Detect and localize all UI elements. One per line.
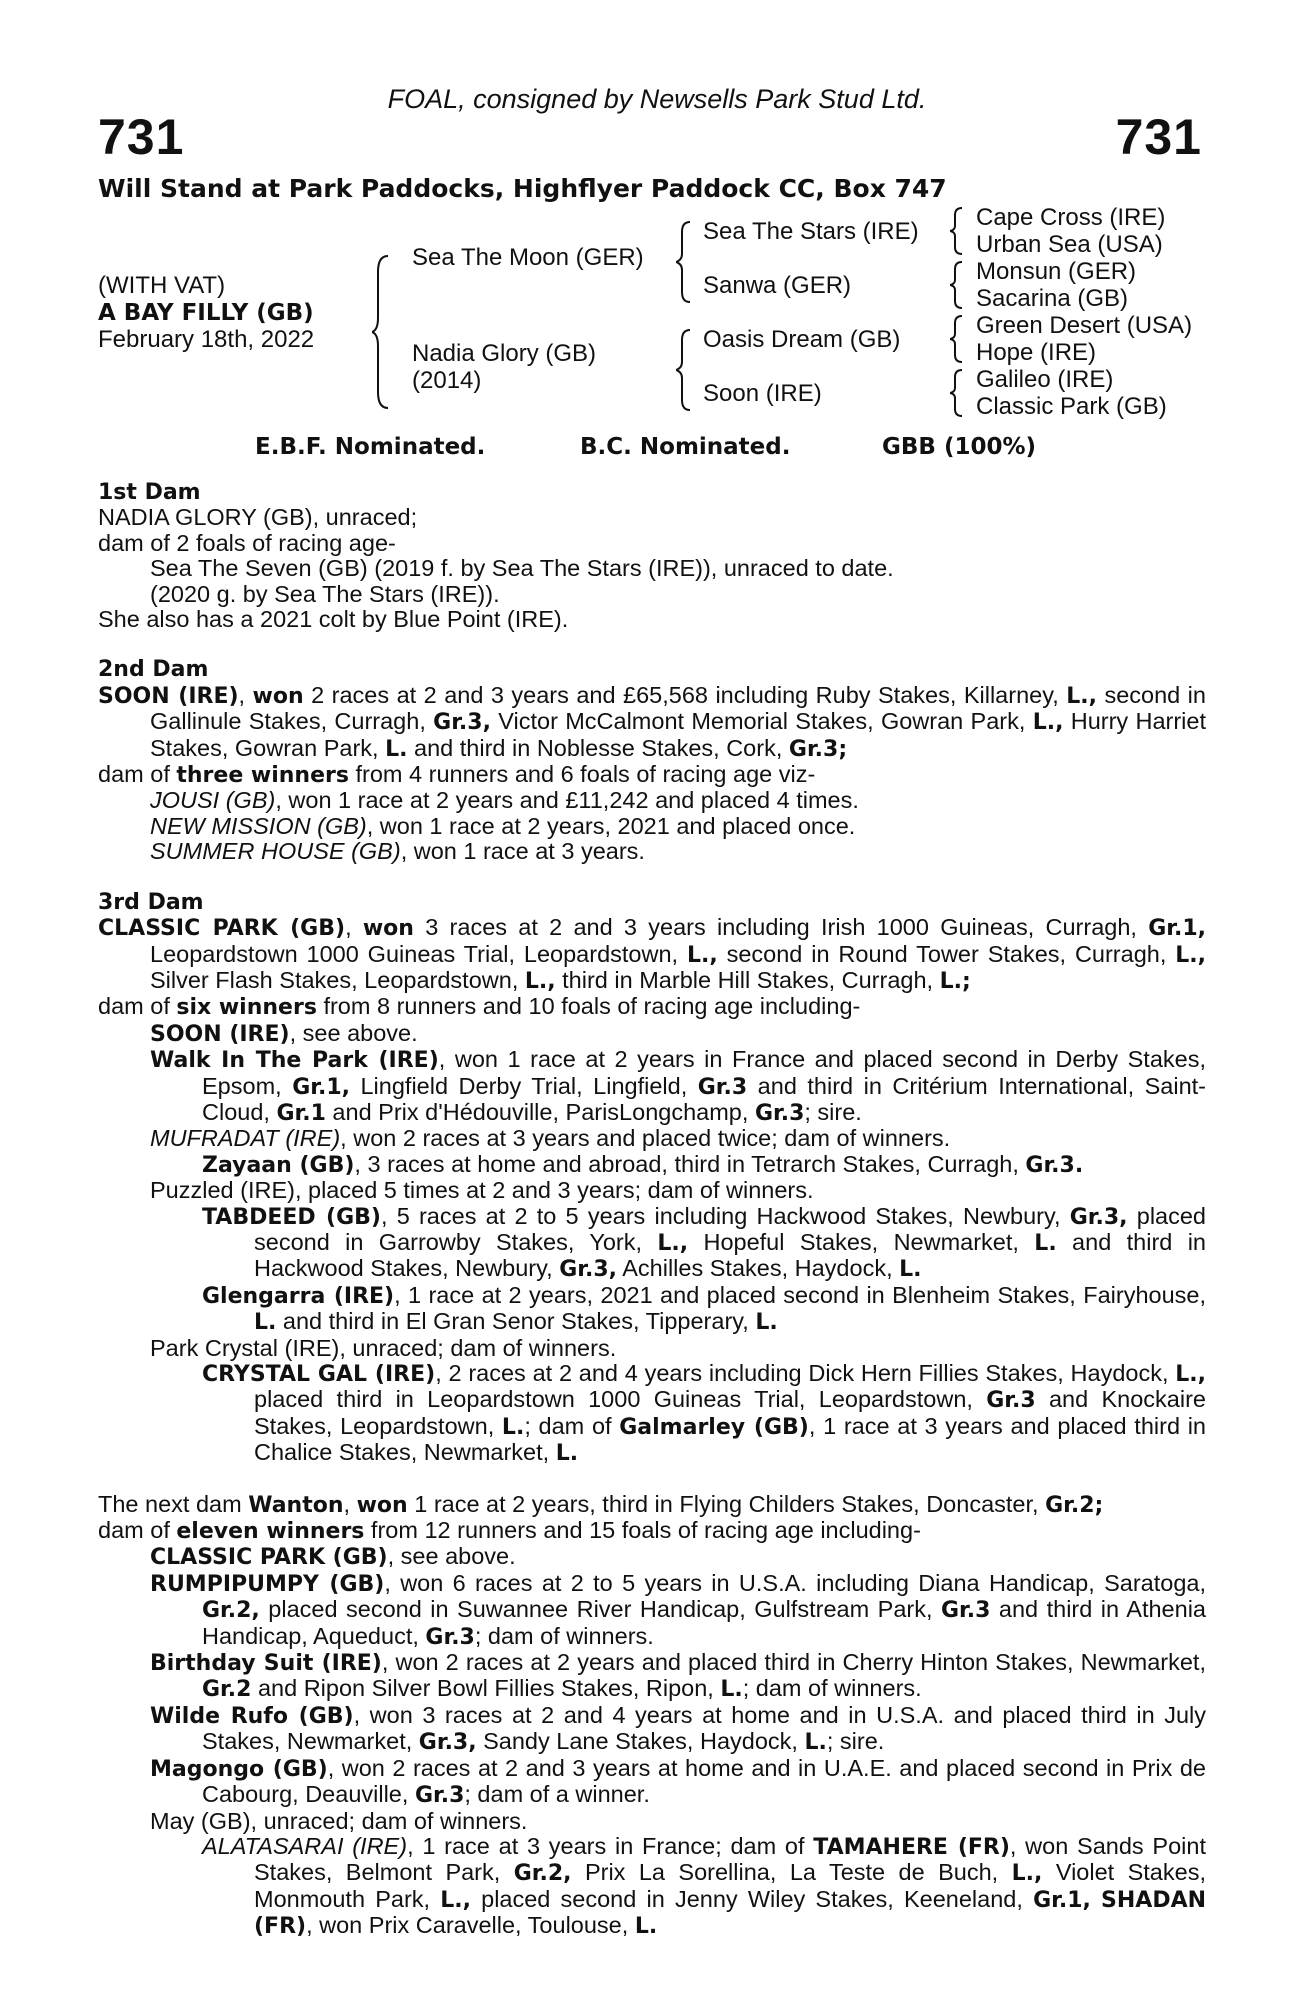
dam-year: (2014) [412,367,482,394]
brace-g3 [950,314,966,364]
vat-label: (WITH VAT) [98,272,226,299]
g-cape-cross: Cape Cross (IRE) [976,204,1166,231]
produce-new-mission: NEW MISSION (GB), won 1 race at 2 years, 2021 and placed once. [150,812,856,839]
produce-classic-park: CLASSIC PARK (GB), see above. [150,1543,516,1571]
produce-magongo: Magongo (GB), won 2 races at 2 and 3 years at home and in U.A.E. and placed second in Prix de Cabourg, Deauville, Gr.3; dam of a winner. [150,1754,1206,1809]
first-dam-line: She also has a 2021 colt by Blue Point (IRE). [98,606,569,633]
produce-birthday-suit: Birthday Suit (IRE), won 2 races at 2 years and placed third in Cherry Hinton Stakes, Newmarket, Gr.2 and Ripon Silver Bowl Fillies Stakes, Ripon, L.; dam of winners. [150,1649,1206,1703]
g-galileo: Galileo (IRE) [976,366,1114,393]
produce-rumpipumpy: RUMPIPUMPY (GB), won 6 races at 2 to 5 years in U.S.A. including Diana Handicap, Saratoga, Gr.2, placed second in Suwannee River Handicap, Gulfstream Park, Gr.3 and third in Athenia Handicap, Aqueduct, Gr.3; dam of winners. [150,1569,1206,1650]
sire-sire: Sea The Stars (IRE) [703,218,919,245]
produce-glengarra: Glengarra (IRE), 1 race at 2 years, 2021 and placed second in Blenheim Stakes, Fairyhouse, L. and third in El Gran Senor Stakes, Tipperary, L. [202,1281,1207,1336]
second-dam-section [98,657,1206,864]
dam-name: Nadia Glory (GB) [412,340,597,367]
produce-zayaan: Zayaan (GB), 3 races at home and abroad, third in Tetrarch Stakes, Curragh, Gr.3. [202,1150,1084,1178]
produce-summer-house: SUMMER HOUSE (GB), won 1 race at 3 years. [150,838,645,865]
second-dam-produce: dam of three winners from 4 runners and 6 foals of racing age viz- [98,761,816,789]
brace-g4 [950,368,966,418]
g-classic-park: Classic Park (GB) [976,393,1167,420]
produce-soon: SOON (IRE), see above. [150,1019,418,1047]
g-sacarina: Sacarina (GB) [976,285,1129,312]
produce-walk-in-the-park: Walk In The Park (IRE), won 1 race at 2 years in France and placed second in Derby Stakes, Epsom, Gr.1, Lingfield Derby Trial, Lingfield, Gr.3 and third in Critérium International, Saint-Cloud, Gr.1 and Prix d'Hédouville, ParisLongchamp, Gr.3; sire. [150,1046,1207,1126]
soon-entry: SOON (IRE), won 2 races at 2 and 3 years and £65,568 including Ruby Stakes, Killarney, L., second in Gallinule Stakes, Curragh, Gr.3, Victor McCalmont Memorial Stakes, Gowran Park, L., Hurry Harriet Stakes, Gowran Park, L. and third in Noblesse Stakes, Cork, Gr.3; [98,681,1206,762]
produce-may: May (GB), unraced; dam of winners. [150,1807,528,1834]
wanton-entry: The next dam Wanton, won 1 race at 2 years, third in Flying Childers Stakes, Doncaster, Gr.2; [98,1490,1104,1518]
produce-puzzled: Puzzled (IRE), placed 5 times at 2 and 3 years; dam of winners. [150,1177,814,1204]
consignor-line: FOAL, consigned by Newsells Park Stud Ltd. [387,84,927,114]
first-dam-line: dam of 2 foals of racing age- [98,529,396,556]
produce-tabdeed: TABDEED (GB), 5 races at 2 to 5 years including Hackwood Stakes, Newbury, Gr.3, placed second in Garrowby Stakes, York, L., Hopeful Stakes, Newmarket, L. and third in Hackwood Stakes, Newbury, Gr.3, Achilles Stakes, Haydock, L. [202,1202,1206,1283]
second-dam-heading: 2nd Dam [98,657,209,683]
third-dam-produce: dam of six winners from 8 runners and 10 foals of racing age including- [98,993,861,1021]
lot-dob: February 18th, 2022 [98,326,315,353]
g-urban-sea: Urban Sea (USA) [976,231,1163,258]
produce-park-crystal: Park Crystal (IRE), unraced; dam of winners. [150,1334,617,1361]
lot-number-left: 731 [98,109,185,165]
produce-crystal-gal: CRYSTAL GAL (IRE), 2 races at 2 and 4 years including Dick Hern Fillies Stakes, Haydock, L., placed third in Leopardstown 1000 Guineas Trial, Leopardstown, Gr.3 and Knockaire Stakes, Leopardstown, L.; dam of Galmarley (GB), 1 race at 3 years and placed third in Chalice Stakes, Newmarket, L. [202,1360,1206,1467]
stand-location: Will Stand at Park Paddocks, Highflyer Paddock CC, Box 747 [98,174,947,203]
g-monsun: Monsun (GER) [976,258,1137,285]
brace-dam [676,328,694,412]
dam-dam: Soon (IRE) [703,380,822,407]
bc-nominated: B.C. Nominated. [580,434,791,460]
classic-park-entry: CLASSIC PARK (GB), won 3 races at 2 and 3 years including Irish 1000 Guineas, Curragh, Gr.1, Leopardstown 1000 Guineas Trial, Leopardstown, L., second in Round Tower Stakes, Curragh, L., Silver Flash Stakes, Leopardstown, L., third in Marble Hill Stakes, Curragh, L.; [98,914,1206,994]
brace-g1 [950,206,966,256]
first-dam-line: NADIA GLORY (GB), unraced; [98,504,418,531]
ebf-nominated: E.B.F. Nominated. [255,434,486,460]
lot-number-right: 731 [1115,109,1202,165]
produce-jousi: JOUSI (GB), won 1 race at 2 years and £11,242 and placed 4 times. [150,787,859,814]
first-dam-line: (2020 g. by Sea The Stars (IRE)). [150,580,500,607]
next-dam-section [98,1492,1206,1940]
sire-dam: Sanwa (GER) [703,272,852,299]
g-hope: Hope (IRE) [976,339,1097,366]
first-dam-section [98,480,1206,632]
dam-sire: Oasis Dream (GB) [703,326,901,353]
gbb-rating: GBB (100%) [882,434,1037,460]
catalogue-body [98,480,1206,1965]
third-dam-heading: 3rd Dam [98,889,204,915]
first-dam-line: Sea The Seven (GB) (2019 f. by Sea The Stars (IRE)), unraced to date. [150,555,894,582]
first-dam-heading: 1st Dam [98,480,201,505]
brace-g2 [950,260,966,310]
next-dam-produce: dam of eleven winners from 12 runners and 15 foals of racing age including- [98,1517,921,1545]
g-green-desert: Green Desert (USA) [976,312,1193,339]
produce-wilde-rufo: Wilde Rufo (GB), won 3 races at 2 and 4 years at home and in U.S.A. and placed third in July Stakes, Newmarket, Gr.3, Sandy Lane Stakes, Haydock, L.; sire. [150,1701,1206,1756]
produce-mufradat: MUFRADAT (IRE), won 2 races at 3 years and placed twice; dam of winners. [150,1125,951,1152]
lot-name: A BAY FILLY (GB) [98,300,314,326]
produce-alatasarai: ALATASARAI (IRE), 1 race at 3 years in France; dam of TAMAHERE (FR), won Sands Point Stakes, Belmont Park, Gr.2, Prix La Sorellina, La Teste de Buch, L., Violet Stakes, Monmouth Park, L., placed second in Jenny Wiley Stakes, Keeneland, Gr.1, SHADAN (FR), won Prix Caravelle, Toulouse, L. [202,1832,1207,1940]
sire-name: Sea The Moon (GER) [412,244,644,271]
brace-sire [676,220,694,304]
third-dam-section [98,890,1206,1467]
brace-main [372,252,392,412]
